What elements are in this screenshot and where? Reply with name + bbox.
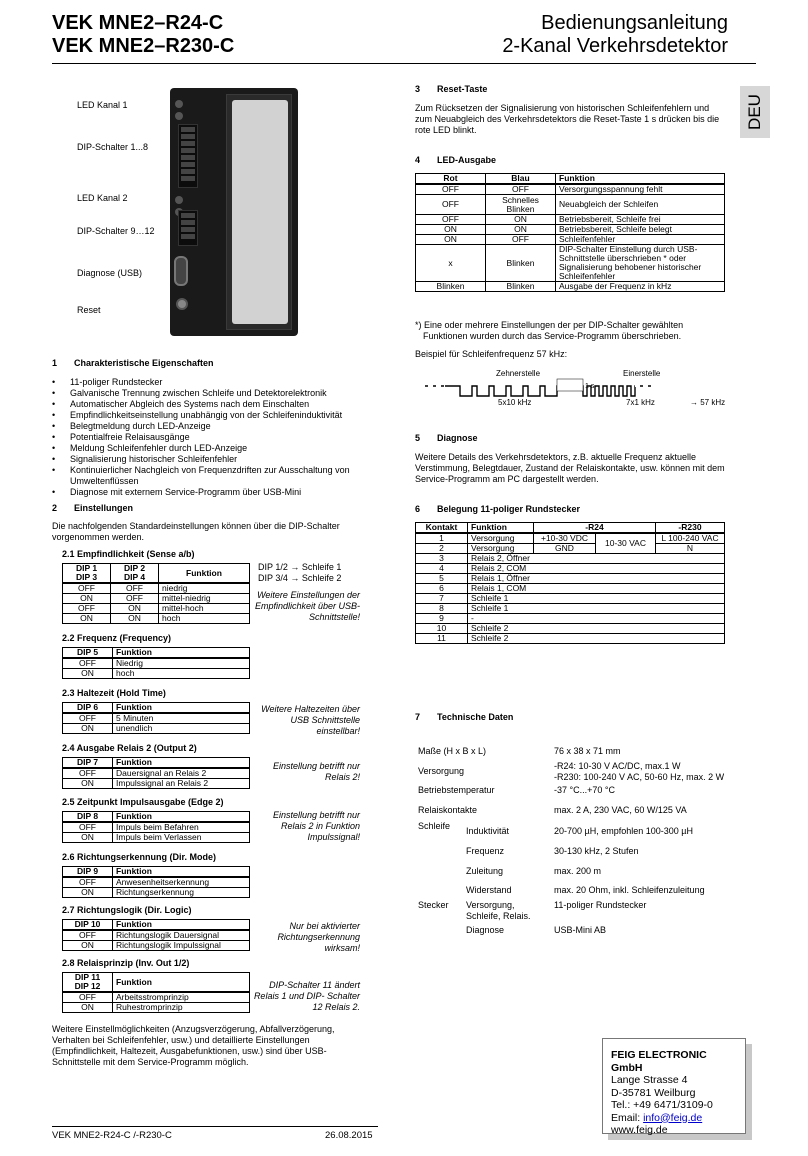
table-row: ON OFF mittel-niedrig — [63, 594, 250, 604]
email-link[interactable]: info@feig.de — [643, 1111, 703, 1124]
dip-switch-1-8-icon — [178, 124, 198, 188]
table-row: ON Richtungserkennung — [63, 888, 250, 898]
wave-right-label: → 57 kHz — [690, 398, 726, 407]
table-row: OFF 5 Minuten — [63, 713, 250, 724]
table-row: 2 Versorgung GND N — [416, 544, 725, 554]
s21-heading: 2.1 Empfindlichkeit (Sense a/b) — [62, 549, 195, 559]
s21-side: DIP 1/2 → Schleife 1 DIP 3/4 → Schleife 2 — [258, 562, 342, 583]
wave-zehner-label: Zehnerstelle — [496, 369, 541, 378]
section-7-heading: 7 Technische Daten — [415, 712, 514, 722]
list-item: • Diagnose mit externem Service-Programm über USB-Mini — [52, 487, 362, 498]
s23-table: DIP 6 Funktion OFF 5 Minuten ON unendlich — [62, 702, 250, 734]
led-footnote: *) Eine oder mehrere Einstellungen der per DIP-Schalter gewählten Funktionen wurden durch das Service-Programm überschrieben. — [415, 320, 684, 341]
table-row: OFF Arbeitsstromprinzip — [63, 992, 250, 1003]
footer-rule — [52, 1126, 378, 1127]
list-item: • Galvanische Trennung zwischen Schleife und Detektorelektronik — [52, 388, 362, 399]
wave-pause-label: 1 s — [585, 383, 595, 390]
table-row: OFF Dauersignal an Relais 2 — [63, 768, 250, 779]
section-3-text: Zum Rücksetzen der Signalisierung von historischen Schleifenfehlern und zum Neuabgleich des Verkehrsdetektors die Reset-Taste 1 s drücken bis die rote LED blinkt. — [415, 103, 720, 135]
table-row: ON ON hoch — [63, 614, 250, 624]
footer-date: 26.08.2015 — [325, 1130, 373, 1141]
led-table: Rot Blau Funktion OFF OFF Versorgungsspannung fehlt OFF Schnelles Blinken Neuabgleich der Schleifen OFF ON Betriebsbereit, Schleife frei ON ON Betriebsbereit, Schleife belegt ON OFF Schleifenfehler x Blinken DIP-Schalter Einstellung durch USB-Schnittstelle überschrieben * oder Signalisierung behobener historischer Schleifenfehler Blinken Blinken Ausgabe der Frequenz in kHz — [415, 173, 725, 292]
table-row: 6 Relais 1, COM — [416, 584, 725, 594]
section-2-heading: 2 Einstellungen — [52, 503, 134, 513]
s28-table: DIP 11 DIP 12 Funktion OFF Arbeitsstromprinzip ON Ruhestromprinzip — [62, 972, 250, 1013]
table-row: x Blinken DIP-Schalter Einstellung durch USB-Schnittstelle überschrieben * oder Signalisierung behobener historischer Schleifenfehler — [416, 245, 725, 282]
table-row: 1 Versorgung +10-30 VDC 10-30 VAC L 100-240 VAC — [416, 533, 725, 544]
table-row: 10 Schleife 2 — [416, 624, 725, 634]
list-item: • 11-poliger Rundstecker — [52, 377, 362, 388]
subtitle-line-2: 2-Kanal Verkehrsdetektor — [502, 35, 728, 57]
table-row: OFF Richtungslogik Dauersignal — [63, 930, 250, 941]
s26-heading: 2.6 Richtungserkennung (Dir. Mode) — [62, 852, 217, 862]
frequency-example: Beispiel für Schleifenfrequenz 57 kHz: — [415, 349, 568, 359]
frequency-waveform — [415, 366, 735, 410]
led-channel-2-icon — [175, 196, 183, 204]
title-line-1: VEK MNE2–R24-C — [52, 12, 224, 34]
section-1-heading: 1 Charakteristische Eigenschaften — [52, 358, 214, 368]
section-5-heading: 5 Diagnose — [415, 433, 478, 443]
s25-table: DIP 8 Funktion OFF Impuls beim Befahren ON Impuls beim Verlassen — [62, 811, 250, 843]
list-item: • Belegtmeldung durch LED-Anzeige — [52, 421, 362, 432]
table-row: OFF ON Betriebsbereit, Schleife frei — [416, 215, 725, 225]
further-settings: Weitere Einstellmöglichkeiten (Anzugsverzögerung, Abfallverzögerung, Verhalten bei Schleifenfehler, usw.) und detaillierte Einstellungen (Empfindlichkeit, Haltezeit, Ausgabefunktionen, usw.) sind über USB-Schnittstelle mit dem Service-Programm möglich. — [52, 1024, 335, 1067]
table-row: 7 Schleife 1 — [416, 594, 725, 604]
table-row: OFF ON mittel-hoch — [63, 604, 250, 614]
wave-left-label: 5x10 kHz — [498, 398, 532, 407]
table-row: ON Richtungslogik Impulssignal — [63, 941, 250, 951]
table-row: ON unendlich — [63, 724, 250, 734]
table-row: ON Impuls beim Verlassen — [63, 833, 250, 843]
s27-note: Nur bei aktivierter Richtungserkennung wirksam! — [277, 921, 360, 953]
wave-mid-label: 7x1 kHz — [626, 398, 655, 407]
s24-note: Einstellung betrifft nur Relais 2! — [272, 761, 360, 782]
label-reset: Reset — [77, 305, 101, 315]
feature-list — [52, 377, 362, 498]
s23-note: Weitere Haltezeiten über USB Schnittstelle einstellbar! — [261, 704, 360, 736]
s24-heading: 2.4 Ausgabe Relais 2 (Output 2) — [62, 743, 197, 753]
table-row: 11 Schleife 2 — [416, 634, 725, 644]
website-link[interactable]: www.feig.de — [611, 1124, 668, 1136]
table-row: OFF OFF Versorgungsspannung fehlt — [416, 184, 725, 195]
company-address: FEIG ELECTRONIC GmbH Lange Strasse 4 D-35781 Weilburg Tel.: +49 6471/3109-0 Email: info@feig.de www.feig.de — [602, 1038, 746, 1134]
usb-port-icon — [174, 256, 188, 286]
section-4-heading: 4 LED-Ausgabe — [415, 155, 497, 165]
dip-switch-9-12-icon — [178, 210, 198, 246]
s22-heading: 2.2 Frequenz (Frequency) — [62, 633, 172, 643]
s25-note: Einstellung betrifft nur Relais 2 in Funktion Impulssignal! — [272, 810, 360, 842]
list-item: • Empfindlichkeitseinstellung unabhängig von der Schleifeninduktivität — [52, 410, 362, 421]
document-title — [52, 12, 234, 58]
table-row: OFF OFF niedrig — [63, 583, 250, 594]
s28-heading: 2.8 Relaisprinzip (Inv. Out 1/2) — [62, 958, 190, 968]
connector-table: Kontakt Funktion -R24 -R230 1 Versorgung +10-30 VDC 10-30 VAC L 100-240 VAC 2 Versorgung GND N 3 Relais 2, Öffner 4 Relais 2, COM 5 Relais 1, Öffner 6 Relais 1, COM 7 Schleife 1 8 Schleife 1 9 - 10 Schleife 2 11 Schleife 2 — [415, 522, 725, 644]
label-led-1: LED Kanal 1 — [77, 100, 128, 110]
table-row: Blinken Blinken Ausgabe der Frequenz in kHz — [416, 282, 725, 292]
footer-model: VEK MNE2-R24-C /-R230-C — [52, 1130, 172, 1141]
list-item: • Potentialfreie Relaisausgänge — [52, 432, 362, 443]
header-rule — [52, 63, 756, 64]
s28-note: DIP-Schalter 11 ändert Relais 1 und DIP- Schalter 12 Relais 2. — [253, 980, 360, 1012]
table-row: ON Impulssignal an Relais 2 — [63, 779, 250, 789]
wave-einer-label: Einerstelle — [623, 369, 661, 378]
list-item: • Meldung Schleifenfehler durch LED-Anzeige — [52, 443, 362, 454]
table-row: OFF Impuls beim Befahren — [63, 822, 250, 833]
section-2-intro: Die nachfolgenden Standardeinstellungen können über die DIP-Schalter vorgenommen werden. — [52, 521, 340, 542]
label-dip-1-8: DIP-Schalter 1...8 — [77, 142, 149, 152]
label-dip-9-12: DIP-Schalter 9…12 — [77, 226, 155, 236]
s23-heading: 2.3 Haltezeit (Hold Time) — [62, 688, 166, 698]
s24-table: DIP 7 Funktion OFF Dauersignal an Relais 2 ON Impulssignal an Relais 2 — [62, 757, 250, 789]
label-usb: Diagnose (USB) — [77, 268, 143, 278]
table-row: OFF Anwesenheitserkennung — [63, 877, 250, 888]
led-channel-1-icon — [175, 100, 183, 108]
section-3-heading: 3 Reset-Taste — [415, 84, 488, 94]
reset-button-icon — [176, 298, 188, 310]
table-row: 9 - — [416, 614, 725, 624]
company-name: FEIG ELECTRONIC GmbH — [611, 1049, 707, 1074]
table-row: ON OFF Schleifenfehler — [416, 235, 725, 245]
table-row: 3 Relais 2, Öffner — [416, 554, 725, 564]
section-6-heading: 6 Belegung 11-poliger Rundstecker — [415, 504, 581, 514]
language-tab: DEU — [740, 86, 770, 138]
list-item: • Kontinuierlicher Nachgleich von Frequenzdriften zur Ausschaltung von Umweltenflüssen — [52, 465, 362, 487]
list-item: • Automatischer Abgleich des Systems nach dem Einschalten — [52, 399, 362, 410]
document-subtitle — [502, 12, 728, 58]
s21-table: DIP 1 DIP 3 DIP 2 DIP 4 Funktion OFF OFF niedrig ON OFF mittel-niedrig OFF ON mittel-hoch ON ON hoch — [62, 563, 250, 624]
table-row: 4 Relais 2, COM — [416, 564, 725, 574]
s22-table: DIP 5 Funktion OFF Niedrig ON hoch — [62, 647, 250, 679]
subtitle-line-1: Bedienungsanleitung — [541, 12, 728, 34]
s25-heading: 2.5 Zeitpunkt Impulsausgabe (Edge 2) — [62, 797, 224, 807]
table-row: OFF Schnelles Blinken Neuabgleich der Schleifen — [416, 195, 725, 215]
s21-note: Weitere Einstellungen der Empfindlichkeit über USB-Schnittstelle! — [254, 590, 360, 622]
table-row: 5 Relais 1, Öffner — [416, 574, 725, 584]
table-row: ON hoch — [63, 669, 250, 679]
s26-table: DIP 9 Funktion OFF Anwesenheitserkennung ON Richtungserkennung — [62, 866, 250, 898]
device-image — [170, 88, 298, 336]
table-row: ON ON Betriebsbereit, Schleife belegt — [416, 225, 725, 235]
s27-heading: 2.7 Richtungslogik (Dir. Logic) — [62, 905, 192, 915]
list-item: • Signalisierung historischer Schleifenfehler — [52, 454, 362, 465]
table-row: 8 Schleife 1 — [416, 604, 725, 614]
title-line-2: VEK MNE2–R230-C — [52, 35, 235, 57]
label-led-2: LED Kanal 2 — [77, 193, 128, 203]
table-row: OFF Niedrig — [63, 658, 250, 669]
table-row: ON Ruhestromprinzip — [63, 1003, 250, 1013]
s27-table: DIP 10 Funktion OFF Richtungslogik Dauersignal ON Richtungslogik Impulssignal — [62, 919, 250, 951]
section-5-text: Weitere Details des Verkehrsdetektors, z.B. aktuelle Frequenz aktuelle Verstimmung, Belegtdauer, Zustand der Relaiskontakte, usw. können mit dem Service-Programm am PC dargestellt werden. — [415, 452, 725, 484]
